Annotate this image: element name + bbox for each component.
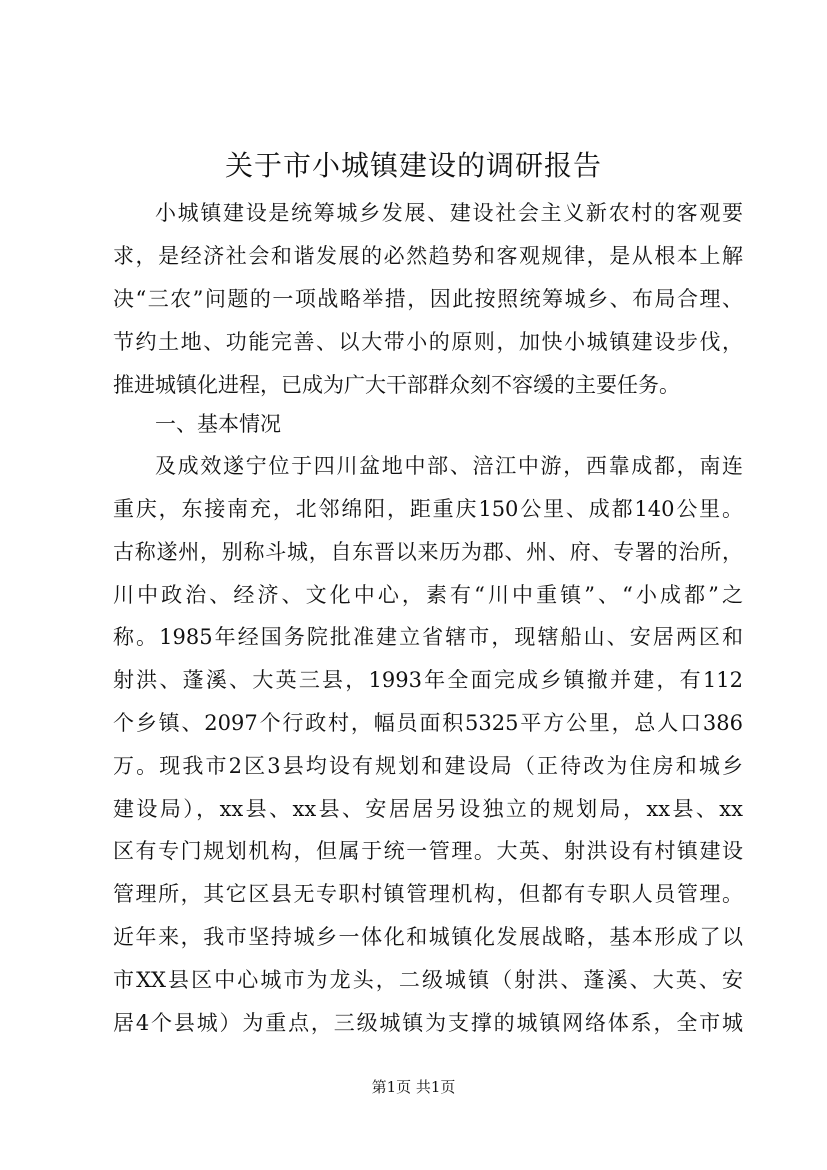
paragraph-3-line-2: 重庆，东接南充，北邻绵阳，距重庆150公里、成都140公里。	[113, 497, 743, 521]
paragraph-1-line-5: 推进城镇化进程，已成为广大干部群众刻不容缓的主要任务。	[113, 373, 680, 397]
paragraph-3-line-5: 称。1985年经国务院批准建立省辖市，现辖船山、安居两区和	[113, 625, 743, 649]
paragraph-1-line-4: 节约土地、功能完善、以大带小的原则，加快小城镇建设步伐，	[113, 330, 743, 354]
paragraph-3-line-7: 个乡镇、2097个行政村，幅员面积5325平方公里，总人口386	[113, 711, 743, 735]
paragraph-1-line-3: 决“三农”问题的一项战略举措，因此按照统筹城乡、布局合理、	[113, 287, 743, 311]
page-footer: 第1页 共1页	[371, 1078, 456, 1096]
paragraph-3-line-4: 川中政治、经济、文化中心，素有“川中重镇”、“小成都”之	[113, 583, 743, 607]
paragraph-1-line-1: 小城镇建设是统筹城乡发展、建设社会主义新农村的客观要	[155, 201, 743, 225]
paragraph-3-line-6: 射洪、蓬溪、大英三县，1993年全面完成乡镇撤并建，有112	[113, 668, 743, 692]
paragraph-3-line-12: 近年来，我市坚持城乡一体化和城镇化发展战略，基本形成了以	[113, 925, 743, 949]
paragraph-3-line-14: 居4个县城）为重点，三级城镇为支撑的城镇网络体系，全市城	[113, 1011, 743, 1035]
paragraph-3-line-13: 市XX县区中心城市为龙头，二级城镇（射洪、蓬溪、大英、安	[113, 968, 743, 992]
paragraph-3-line-8: 万。现我市2区3县均设有规划和建设局（正待改为住房和城乡	[113, 754, 743, 778]
paragraph-3-line-11: 管理所，其它区县无专职村镇管理机构，但都有专职人员管理。	[113, 882, 743, 906]
paragraph-3-line-10: 区有专门规划机构，但属于统一管理。大英、射洪设有村镇建设	[113, 839, 743, 863]
paragraph-3-line-9: 建设局），xx县、xx县、安居居另设独立的规划局，xx县、xx	[113, 797, 743, 821]
paragraph-3-line-1: 及成效遂宁位于四川盆地中部、涪江中游，西靠成都，南连	[155, 454, 743, 478]
paragraph-3-line-3: 古称遂州，别称斗城，自东晋以来历为郡、州、府、专署的治所，	[113, 540, 743, 564]
document-title: 关于市小城镇建设的调研报告	[224, 149, 602, 182]
section-heading: 一、基本情况	[155, 412, 281, 436]
paragraph-1-line-2: 求，是经济社会和谐发展的必然趋势和客观规律，是从根本上解	[113, 244, 743, 268]
